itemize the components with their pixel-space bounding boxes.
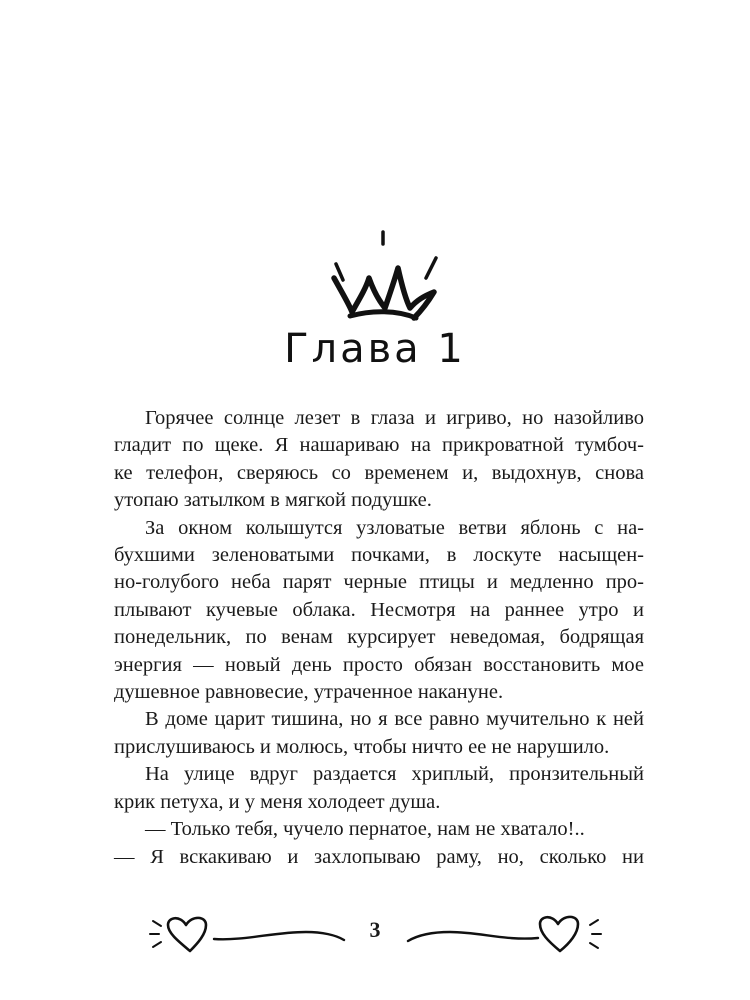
- text-line: утопаю затылком в мягкой подушке.: [114, 489, 432, 512]
- text-line: бухшими зеленоватыми почками, в лоскуте насыщен-: [114, 544, 644, 567]
- text-line: ке телефон, сверяюсь со временем и, выдохнув, снова: [114, 461, 644, 484]
- paragraph: [114, 816, 644, 871]
- text-line: В доме царит тишина, но я все равно мучительно к ней: [145, 708, 644, 731]
- page-number: 3: [369, 917, 381, 942]
- text-line: крик петуха, и у меня холодеет душа.: [114, 790, 441, 813]
- text-line: понедельник, по венам курсирует неведомая, бодрящая: [114, 626, 644, 649]
- text-line: — Я вскакиваю и захлопываю раму, но, сколько ни: [114, 845, 644, 868]
- text-line: Горячее солнце лезет в глаза и игриво, но назойливо: [145, 407, 644, 429]
- text-line: душевное равновесие, утраченное накануне.: [114, 681, 504, 704]
- paragraph: [114, 515, 644, 707]
- text-line: энергия — новый день просто обязан восстановить мое: [114, 653, 644, 676]
- paragraph: [114, 761, 644, 816]
- text-line: гладит по щеке. Я нашариваю на прикроватной тумбоч-: [114, 434, 644, 457]
- text-line: прислушиваюсь и молюсь, чтобы ничто ее не нарушило.: [114, 735, 610, 758]
- text-line: но-голубого неба парят черные птицы и медленно про-: [114, 571, 644, 594]
- chapter-body: [114, 405, 644, 871]
- text-line: — Только тебя, чучело пернатое, нам не хватало!..: [145, 818, 585, 841]
- text-line: На улице вдруг раздается хриплый, пронзительный: [145, 763, 644, 786]
- chapter-title: Глава 1: [284, 326, 466, 372]
- text-line: За окном колышутся узловатые ветви яблонь с на-: [145, 516, 644, 539]
- paragraph: [114, 405, 644, 515]
- crown-icon: [322, 222, 444, 332]
- text-line: плывают кучевые облака. Несмотря на раннее утро и: [114, 598, 644, 621]
- paragraph: [114, 706, 644, 761]
